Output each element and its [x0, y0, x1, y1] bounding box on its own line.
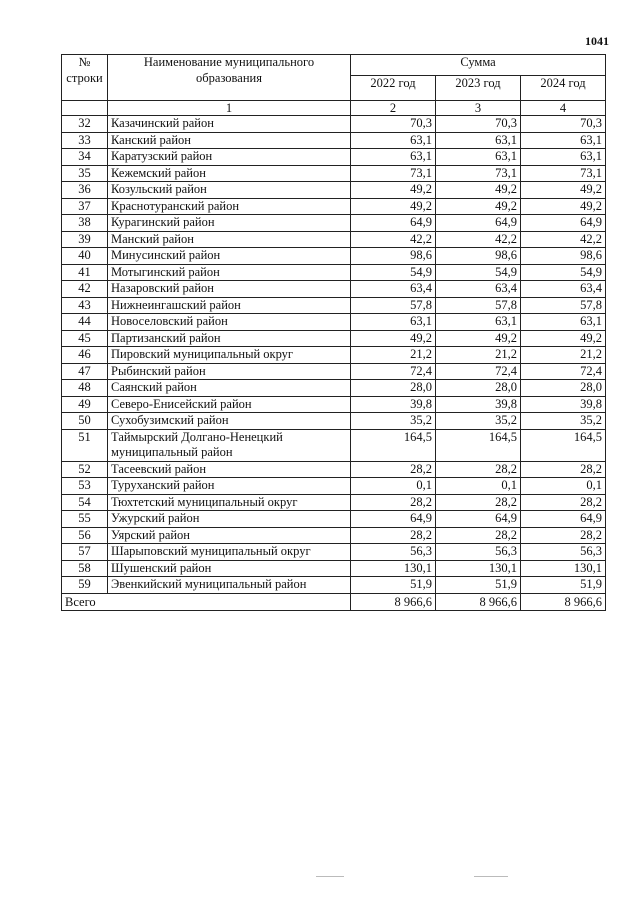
row-number: 59 [62, 577, 108, 594]
value-2022: 28,2 [351, 527, 436, 544]
municipality-name: Назаровский район [108, 281, 351, 298]
table-row [62, 363, 606, 380]
footer-mark [474, 876, 508, 877]
municipality-name: Таймырский Долгано-Ненецкий муниципальный район [108, 429, 351, 461]
value-2022: 72,4 [351, 363, 436, 380]
value-2022: 21,2 [351, 347, 436, 364]
row-number: 33 [62, 132, 108, 149]
value-2023: 63,1 [436, 132, 521, 149]
value-2022: 63,1 [351, 132, 436, 149]
value-2022: 56,3 [351, 544, 436, 561]
value-2024: 0,1 [521, 478, 606, 495]
row-number: 54 [62, 494, 108, 511]
table-row [62, 330, 606, 347]
value-2023: 63,1 [436, 149, 521, 166]
table-row [62, 478, 606, 495]
table-row [62, 544, 606, 561]
value-2023: 28,2 [436, 461, 521, 478]
header-year-2022: 2022 год [351, 76, 436, 101]
column-index [62, 101, 108, 116]
value-2022: 63,4 [351, 281, 436, 298]
municipality-name: Рыбинский район [108, 363, 351, 380]
value-2023: 49,2 [436, 198, 521, 215]
value-2024: 70,3 [521, 116, 606, 133]
table-row [62, 165, 606, 182]
page-number: 1041 [585, 34, 609, 48]
header-sum: Сумма [351, 55, 606, 76]
table-row [62, 297, 606, 314]
row-number: 45 [62, 330, 108, 347]
header-name: Наименование муниципального образования [108, 55, 351, 101]
row-number: 46 [62, 347, 108, 364]
value-2023: 72,4 [436, 363, 521, 380]
table-row [62, 264, 606, 281]
value-2022: 28,0 [351, 380, 436, 397]
municipality-name: Сухобузимский район [108, 413, 351, 430]
table-row [62, 248, 606, 265]
value-2023: 51,9 [436, 577, 521, 594]
value-2024: 49,2 [521, 330, 606, 347]
value-2022: 73,1 [351, 165, 436, 182]
table-header [62, 55, 606, 116]
budget-table [61, 54, 606, 611]
municipality-name: Казачинский район [108, 116, 351, 133]
row-number: 53 [62, 478, 108, 495]
value-2024: 28,2 [521, 461, 606, 478]
value-2023: 35,2 [436, 413, 521, 430]
value-2024: 63,4 [521, 281, 606, 298]
municipality-name: Эвенкийский муниципальный район [108, 577, 351, 594]
row-number: 56 [62, 527, 108, 544]
value-2022: 63,1 [351, 314, 436, 331]
table-row [62, 132, 606, 149]
row-number: 35 [62, 165, 108, 182]
value-2023: 28,2 [436, 494, 521, 511]
municipality-name: Саянский район [108, 380, 351, 397]
row-number: 49 [62, 396, 108, 413]
municipality-name: Новоселовский район [108, 314, 351, 331]
value-2022: 51,9 [351, 577, 436, 594]
value-2023: 130,1 [436, 560, 521, 577]
value-2023: 54,9 [436, 264, 521, 281]
table-row [62, 461, 606, 478]
value-2024: 64,9 [521, 215, 606, 232]
value-2024: 164,5 [521, 429, 606, 461]
value-2024: 130,1 [521, 560, 606, 577]
municipality-name: Тасеевский район [108, 461, 351, 478]
table-row [62, 116, 606, 133]
municipality-name: Уярский район [108, 527, 351, 544]
row-number: 52 [62, 461, 108, 478]
footer-mark [316, 876, 344, 877]
value-2024: 63,1 [521, 149, 606, 166]
value-2024: 73,1 [521, 165, 606, 182]
column-index: 1 [108, 101, 351, 116]
value-2022: 28,2 [351, 461, 436, 478]
row-number: 50 [62, 413, 108, 430]
row-number: 41 [62, 264, 108, 281]
municipality-name: Пировский муниципальный округ [108, 347, 351, 364]
value-2024: 63,1 [521, 132, 606, 149]
value-2024: 57,8 [521, 297, 606, 314]
value-2023: 73,1 [436, 165, 521, 182]
value-2024: 98,6 [521, 248, 606, 265]
value-2024: 35,2 [521, 413, 606, 430]
value-2022: 0,1 [351, 478, 436, 495]
header-year-2024: 2024 год [521, 76, 606, 101]
row-number: 44 [62, 314, 108, 331]
value-2024: 42,2 [521, 231, 606, 248]
table-row [62, 494, 606, 511]
value-2023: 57,8 [436, 297, 521, 314]
value-2023: 28,2 [436, 527, 521, 544]
row-number: 32 [62, 116, 108, 133]
value-2024: 63,1 [521, 314, 606, 331]
municipality-name: Тюхтетский муниципальный округ [108, 494, 351, 511]
row-number: 55 [62, 511, 108, 528]
value-2023: 42,2 [436, 231, 521, 248]
municipality-name: Северо-Енисейский район [108, 396, 351, 413]
table-row [62, 347, 606, 364]
value-2023: 49,2 [436, 330, 521, 347]
row-number: 43 [62, 297, 108, 314]
value-2022: 63,1 [351, 149, 436, 166]
total-row [62, 593, 606, 610]
total-2024: 8 966,6 [521, 593, 606, 610]
value-2024: 21,2 [521, 347, 606, 364]
value-2024: 64,9 [521, 511, 606, 528]
value-2024: 54,9 [521, 264, 606, 281]
header-row-number: № строки [62, 55, 108, 101]
municipality-name: Шушенский район [108, 560, 351, 577]
row-number: 34 [62, 149, 108, 166]
value-2022: 130,1 [351, 560, 436, 577]
column-index: 4 [521, 101, 606, 116]
value-2023: 56,3 [436, 544, 521, 561]
table-row [62, 560, 606, 577]
table-row [62, 149, 606, 166]
table-row [62, 396, 606, 413]
row-number: 42 [62, 281, 108, 298]
municipality-name: Краснотуранский район [108, 198, 351, 215]
column-index-row [62, 101, 606, 116]
value-2023: 21,2 [436, 347, 521, 364]
table-row [62, 281, 606, 298]
total-label: Всего [62, 593, 351, 610]
column-index: 2 [351, 101, 436, 116]
value-2024: 39,8 [521, 396, 606, 413]
municipality-name: Шарыповский муниципальный округ [108, 544, 351, 561]
table-row [62, 511, 606, 528]
municipality-name: Курагинский район [108, 215, 351, 232]
row-number: 38 [62, 215, 108, 232]
total-2022: 8 966,6 [351, 593, 436, 610]
value-2022: 35,2 [351, 413, 436, 430]
municipality-name: Ужурский район [108, 511, 351, 528]
row-number: 40 [62, 248, 108, 265]
municipality-name: Козульский район [108, 182, 351, 199]
row-number: 48 [62, 380, 108, 397]
table-row [62, 182, 606, 199]
value-2024: 28,2 [521, 494, 606, 511]
value-2022: 49,2 [351, 198, 436, 215]
value-2023: 28,0 [436, 380, 521, 397]
table-row [62, 429, 606, 461]
value-2023: 63,4 [436, 281, 521, 298]
value-2023: 0,1 [436, 478, 521, 495]
row-number: 51 [62, 429, 108, 461]
municipality-name: Мотыгинский район [108, 264, 351, 281]
municipality-name: Канский район [108, 132, 351, 149]
municipality-name: Манский район [108, 231, 351, 248]
value-2024: 49,2 [521, 182, 606, 199]
municipality-name: Каратузский район [108, 149, 351, 166]
value-2022: 39,8 [351, 396, 436, 413]
row-number: 37 [62, 198, 108, 215]
table-row [62, 314, 606, 331]
value-2023: 39,8 [436, 396, 521, 413]
municipality-name: Партизанский район [108, 330, 351, 347]
table-row [62, 380, 606, 397]
municipality-name: Туруханский район [108, 478, 351, 495]
value-2023: 98,6 [436, 248, 521, 265]
value-2022: 54,9 [351, 264, 436, 281]
value-2024: 28,0 [521, 380, 606, 397]
table-row [62, 577, 606, 594]
value-2023: 70,3 [436, 116, 521, 133]
table-row [62, 198, 606, 215]
total-2023: 8 966,6 [436, 593, 521, 610]
value-2022: 64,9 [351, 511, 436, 528]
value-2023: 64,9 [436, 215, 521, 232]
value-2024: 56,3 [521, 544, 606, 561]
value-2022: 70,3 [351, 116, 436, 133]
table-row [62, 231, 606, 248]
municipality-name: Кежемский район [108, 165, 351, 182]
table-row [62, 527, 606, 544]
value-2022: 57,8 [351, 297, 436, 314]
value-2022: 164,5 [351, 429, 436, 461]
value-2022: 42,2 [351, 231, 436, 248]
column-index: 3 [436, 101, 521, 116]
municipality-name: Минусинский район [108, 248, 351, 265]
row-number: 39 [62, 231, 108, 248]
value-2024: 51,9 [521, 577, 606, 594]
row-number: 47 [62, 363, 108, 380]
table-row [62, 215, 606, 232]
row-number: 57 [62, 544, 108, 561]
row-number: 36 [62, 182, 108, 199]
value-2024: 72,4 [521, 363, 606, 380]
value-2023: 164,5 [436, 429, 521, 461]
table-row [62, 413, 606, 430]
value-2022: 49,2 [351, 182, 436, 199]
value-2023: 49,2 [436, 182, 521, 199]
municipality-name: Нижнеингашский район [108, 297, 351, 314]
value-2023: 63,1 [436, 314, 521, 331]
table-body [62, 116, 606, 594]
value-2024: 49,2 [521, 198, 606, 215]
value-2022: 98,6 [351, 248, 436, 265]
value-2022: 28,2 [351, 494, 436, 511]
value-2022: 64,9 [351, 215, 436, 232]
value-2024: 28,2 [521, 527, 606, 544]
row-number: 58 [62, 560, 108, 577]
header-year-2023: 2023 год [436, 76, 521, 101]
value-2023: 64,9 [436, 511, 521, 528]
value-2022: 49,2 [351, 330, 436, 347]
